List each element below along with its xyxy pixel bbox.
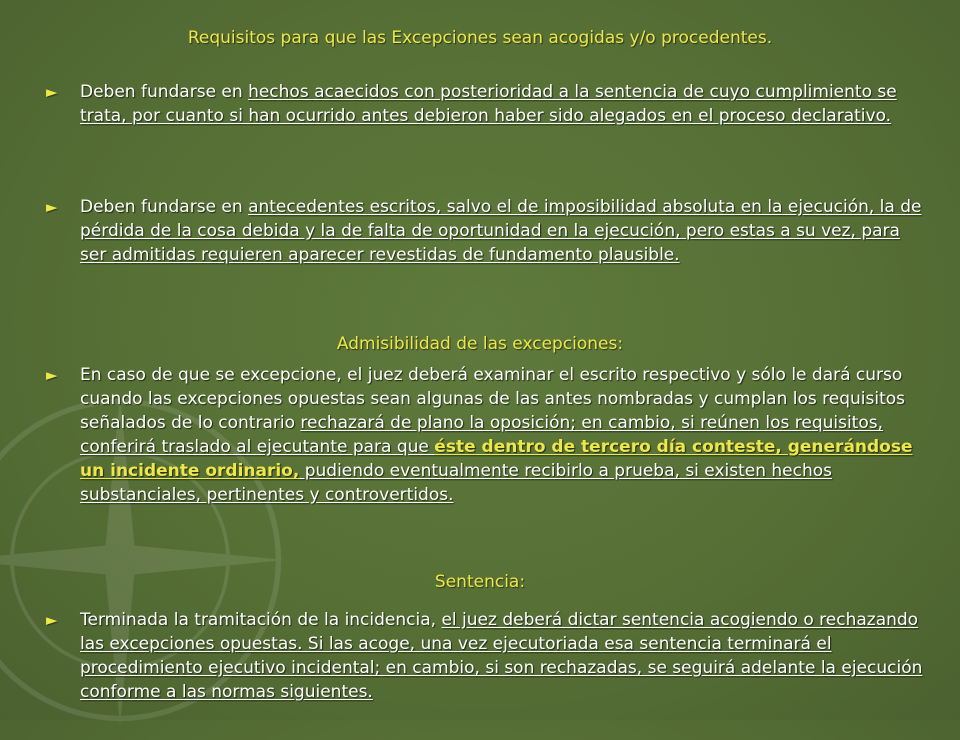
section-heading-requisitos: Requisitos para que las Excepciones sean acogidas y/o procedentes. <box>187 28 773 48</box>
paragraph-admisibilidad <box>80 363 926 507</box>
bullet-icon: ► <box>46 611 58 629</box>
paragraph-highlight-text: éste dentro de tercero día conteste, generándose un incidente ordinario, <box>80 437 913 481</box>
bullet-icon: ► <box>46 198 58 216</box>
paragraph-plain-text: Deben fundarse en <box>80 197 249 217</box>
paragraph-underlined-text-2: pudiendo eventualmente recibirlo a prueba, si existen hechos substanciales, pertinentes y controvertidos. <box>80 461 833 505</box>
paragraph-antecedentes <box>80 195 926 267</box>
paragraph-underlined-text: hechos acaecidos con posterioridad a la sentencia de cuyo cumplimiento se trata, por cuanto si han ocurrido antes debieron haber sido alegados en el proceso declarativo. <box>80 82 897 126</box>
bullet-icon: ► <box>46 83 58 101</box>
paragraph-underlined-text: rechazará de plano la oposición; en cambio, si reúnen los requisitos, conferirá traslado al ejecutante para que <box>80 413 884 457</box>
section-heading-admisibilidad: Admisibilidad de las excepciones: <box>336 334 624 354</box>
section-heading-sentencia: Sentencia: <box>434 572 526 592</box>
paragraph-underlined-text: el juez deberá dictar sentencia acogiendo o rechazando las excepciones opuestas. Si las acoge, una vez ejecutoriada esa sentencia terminará el procedimiento ejecutivo incidental; en cambio, si son rechazadas, se seguirá adelante la ejecución conforme a las normas siguientes. <box>80 610 923 702</box>
paragraph-plain-text: En caso de que se excepcione, el juez deberá examinar el escrito respectivo y sólo le dará curso cuando las excepciones opuestas sean algunas de las antes nombradas y cumplan los requisitos señalados de lo contrario <box>80 365 906 433</box>
paragraph-plain-text: Deben fundarse en <box>80 82 249 102</box>
paragraph-sentencia <box>80 608 926 704</box>
paragraph-underlined-text: antecedentes escritos, salvo el de imposibilidad absoluta en la ejecución, la de pérdida de la cosa debida y la de falta de oportunidad en la ejecución, pero estas a su vez, para ser admitidas requieren aparecer revestidas de fundamento plausible. <box>80 197 922 265</box>
paragraph-plain-text: Terminada la tramitación de la incidencia, <box>80 610 442 630</box>
paragraph-hechos <box>80 80 926 128</box>
bullet-icon: ► <box>46 366 58 384</box>
